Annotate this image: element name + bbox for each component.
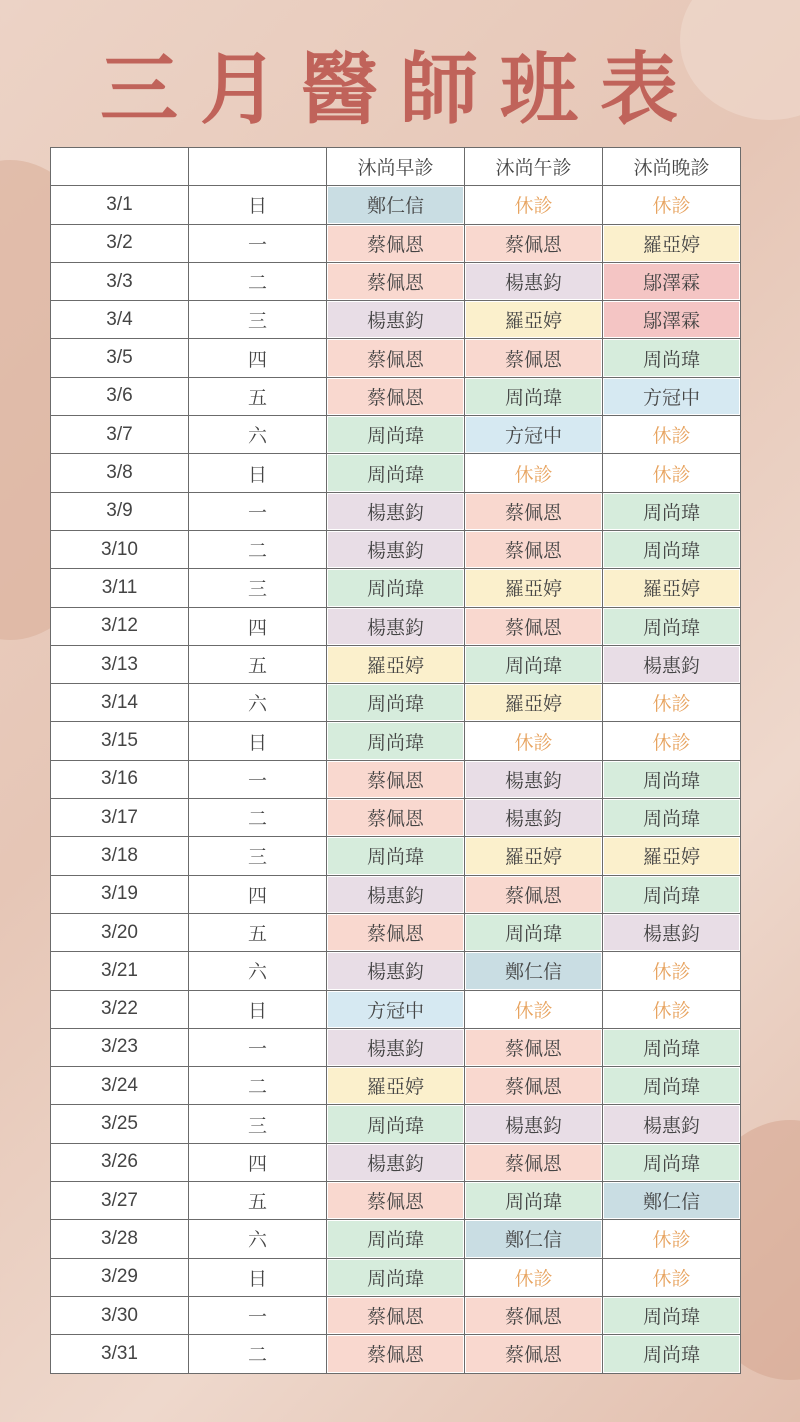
doctor-name: 休診 bbox=[652, 961, 691, 984]
date-cell: 3/31 bbox=[51, 1335, 189, 1373]
weekday-cell: 日 bbox=[189, 990, 327, 1028]
morning-shift-cell bbox=[327, 1028, 465, 1066]
doctor-name: 鄔澤霖 bbox=[642, 310, 700, 333]
evening-shift-cell bbox=[603, 875, 741, 913]
doctor-name: 蔡佩恩 bbox=[504, 1076, 562, 1099]
evening-shift-cell bbox=[603, 1220, 741, 1258]
table-row bbox=[51, 339, 741, 377]
date-cell: 3/9 bbox=[51, 492, 189, 530]
doctor-name: 周尚瑋 bbox=[642, 808, 700, 831]
date-cell: 3/15 bbox=[51, 722, 189, 760]
doctor-name: 楊惠鈞 bbox=[642, 923, 700, 946]
table-row bbox=[51, 990, 741, 1028]
doctor-name: 休診 bbox=[514, 731, 553, 754]
header-row bbox=[51, 148, 741, 186]
table-row bbox=[51, 530, 741, 568]
afternoon-shift-cell bbox=[465, 416, 603, 454]
doctor-name: 蔡佩恩 bbox=[504, 884, 562, 907]
doctor-name: 蔡佩恩 bbox=[366, 272, 424, 295]
date-cell: 3/21 bbox=[51, 952, 189, 990]
evening-shift-cell bbox=[603, 224, 741, 262]
date-cell: 3/12 bbox=[51, 607, 189, 645]
weekday-cell: 一 bbox=[189, 492, 327, 530]
doctor-name: 楊惠鈞 bbox=[642, 1114, 700, 1137]
doctor-name: 羅亞婷 bbox=[504, 310, 562, 333]
table-row bbox=[51, 1335, 741, 1373]
doctor-name: 休診 bbox=[514, 1267, 553, 1290]
evening-shift-cell bbox=[603, 1143, 741, 1181]
table-row bbox=[51, 224, 741, 262]
afternoon-shift-cell bbox=[465, 224, 603, 262]
doctor-name: 楊惠鈞 bbox=[504, 808, 562, 831]
weekday-cell: 四 bbox=[189, 339, 327, 377]
table-row bbox=[51, 913, 741, 951]
table-row bbox=[51, 301, 741, 339]
table-row bbox=[51, 875, 741, 913]
doctor-name: 周尚瑋 bbox=[504, 386, 562, 409]
doctor-name: 楊惠鈞 bbox=[366, 501, 424, 524]
afternoon-shift-cell bbox=[465, 684, 603, 722]
table-row bbox=[51, 492, 741, 530]
weekday-cell: 四 bbox=[189, 875, 327, 913]
morning-shift-cell bbox=[327, 799, 465, 837]
evening-shift-cell bbox=[603, 837, 741, 875]
doctor-name: 楊惠鈞 bbox=[504, 769, 562, 792]
table-row bbox=[51, 607, 741, 645]
page-title: 三月醫師班表 bbox=[99, 45, 700, 135]
date-cell: 3/25 bbox=[51, 1105, 189, 1143]
morning-shift-cell bbox=[327, 416, 465, 454]
morning-shift-cell bbox=[327, 454, 465, 492]
morning-shift-cell bbox=[327, 684, 465, 722]
doctor-name: 方冠中 bbox=[642, 386, 700, 409]
morning-shift-cell bbox=[327, 377, 465, 415]
doctor-name: 周尚瑋 bbox=[366, 731, 424, 754]
doctor-name: 蔡佩恩 bbox=[366, 1306, 424, 1329]
doctor-name: 休診 bbox=[514, 463, 553, 486]
weekday-cell: 二 bbox=[189, 1067, 327, 1105]
afternoon-shift-cell bbox=[465, 1220, 603, 1258]
table-row bbox=[51, 760, 741, 798]
evening-shift-cell bbox=[603, 1028, 741, 1066]
doctor-name: 周尚瑋 bbox=[504, 923, 562, 946]
morning-shift-cell bbox=[327, 1105, 465, 1143]
doctor-name: 周尚瑋 bbox=[642, 769, 700, 792]
weekday-cell: 三 bbox=[189, 301, 327, 339]
evening-shift-cell bbox=[603, 1335, 741, 1373]
morning-shift-cell bbox=[327, 990, 465, 1028]
doctor-name: 蔡佩恩 bbox=[504, 1344, 562, 1367]
header-morning: 沐尚早診 bbox=[327, 148, 465, 186]
afternoon-shift-cell bbox=[465, 339, 603, 377]
doctor-name: 鄭仁信 bbox=[366, 195, 424, 218]
date-cell: 3/28 bbox=[51, 1220, 189, 1258]
doctor-name: 蔡佩恩 bbox=[504, 501, 562, 524]
weekday-cell: 日 bbox=[189, 186, 327, 224]
afternoon-shift-cell bbox=[465, 875, 603, 913]
table-row bbox=[51, 799, 741, 837]
weekday-cell: 一 bbox=[189, 760, 327, 798]
table-row bbox=[51, 684, 741, 722]
doctor-name: 蔡佩恩 bbox=[366, 233, 424, 256]
doctor-name: 羅亞婷 bbox=[504, 846, 562, 869]
date-cell: 3/29 bbox=[51, 1258, 189, 1296]
doctor-name: 鄭仁信 bbox=[504, 961, 562, 984]
weekday-cell: 四 bbox=[189, 1143, 327, 1181]
weekday-cell: 五 bbox=[189, 1182, 327, 1220]
table-row bbox=[51, 416, 741, 454]
doctor-name: 周尚瑋 bbox=[366, 425, 424, 448]
table-row bbox=[51, 722, 741, 760]
date-cell: 3/8 bbox=[51, 454, 189, 492]
morning-shift-cell bbox=[327, 530, 465, 568]
afternoon-shift-cell bbox=[465, 760, 603, 798]
afternoon-shift-cell bbox=[465, 377, 603, 415]
evening-shift-cell bbox=[603, 952, 741, 990]
afternoon-shift-cell bbox=[465, 1105, 603, 1143]
weekday-cell: 三 bbox=[189, 837, 327, 875]
doctor-name: 休診 bbox=[652, 463, 691, 486]
evening-shift-cell bbox=[603, 799, 741, 837]
weekday-cell: 日 bbox=[189, 722, 327, 760]
afternoon-shift-cell bbox=[465, 1335, 603, 1373]
doctor-name: 周尚瑋 bbox=[642, 501, 700, 524]
doctor-name: 周尚瑋 bbox=[366, 463, 424, 486]
morning-shift-cell bbox=[327, 913, 465, 951]
date-cell: 3/6 bbox=[51, 377, 189, 415]
afternoon-shift-cell bbox=[465, 186, 603, 224]
morning-shift-cell bbox=[327, 607, 465, 645]
doctor-name: 蔡佩恩 bbox=[504, 1306, 562, 1329]
doctor-name: 蔡佩恩 bbox=[504, 1152, 562, 1175]
weekday-cell: 六 bbox=[189, 684, 327, 722]
date-cell: 3/26 bbox=[51, 1143, 189, 1181]
doctor-name: 鄔澤霖 bbox=[642, 272, 700, 295]
doctor-name: 周尚瑋 bbox=[366, 693, 424, 716]
table-row bbox=[51, 1258, 741, 1296]
doctor-name: 羅亞婷 bbox=[642, 846, 700, 869]
doctor-name: 蔡佩恩 bbox=[366, 386, 424, 409]
evening-shift-cell bbox=[603, 990, 741, 1028]
doctor-name: 蔡佩恩 bbox=[366, 348, 424, 371]
weekday-cell: 三 bbox=[189, 569, 327, 607]
doctor-name: 休診 bbox=[652, 1229, 691, 1252]
doctor-name: 蔡佩恩 bbox=[366, 923, 424, 946]
afternoon-shift-cell bbox=[465, 454, 603, 492]
doctor-name: 方冠中 bbox=[366, 999, 424, 1022]
weekday-cell: 二 bbox=[189, 530, 327, 568]
doctor-name: 楊惠鈞 bbox=[366, 961, 424, 984]
table-row bbox=[51, 377, 741, 415]
doctor-name: 休診 bbox=[652, 693, 691, 716]
doctor-name: 蔡佩恩 bbox=[366, 808, 424, 831]
doctor-name: 休診 bbox=[652, 425, 691, 448]
doctor-name: 周尚瑋 bbox=[366, 846, 424, 869]
date-cell: 3/30 bbox=[51, 1296, 189, 1334]
weekday-cell: 三 bbox=[189, 1105, 327, 1143]
afternoon-shift-cell bbox=[465, 1258, 603, 1296]
morning-shift-cell bbox=[327, 1296, 465, 1334]
evening-shift-cell bbox=[603, 607, 741, 645]
doctor-name: 蔡佩恩 bbox=[366, 1344, 424, 1367]
date-cell: 3/18 bbox=[51, 837, 189, 875]
table-row bbox=[51, 645, 741, 683]
date-cell: 3/5 bbox=[51, 339, 189, 377]
table-row bbox=[51, 186, 741, 224]
doctor-name: 鄭仁信 bbox=[642, 1191, 700, 1214]
doctor-name: 楊惠鈞 bbox=[366, 540, 424, 563]
morning-shift-cell bbox=[327, 645, 465, 683]
doctor-name: 周尚瑋 bbox=[642, 1344, 700, 1367]
date-cell: 3/17 bbox=[51, 799, 189, 837]
weekday-cell: 日 bbox=[189, 454, 327, 492]
header-afternoon: 沐尚午診 bbox=[465, 148, 603, 186]
weekday-cell: 六 bbox=[189, 952, 327, 990]
doctor-name: 蔡佩恩 bbox=[366, 769, 424, 792]
table-row bbox=[51, 1296, 741, 1334]
afternoon-shift-cell bbox=[465, 1182, 603, 1220]
table-row bbox=[51, 1182, 741, 1220]
date-cell: 3/13 bbox=[51, 645, 189, 683]
doctor-name: 鄭仁信 bbox=[504, 1229, 562, 1252]
date-cell: 3/11 bbox=[51, 569, 189, 607]
weekday-cell: 一 bbox=[189, 224, 327, 262]
evening-shift-cell bbox=[603, 913, 741, 951]
afternoon-shift-cell bbox=[465, 952, 603, 990]
weekday-cell: 六 bbox=[189, 1220, 327, 1258]
morning-shift-cell bbox=[327, 875, 465, 913]
afternoon-shift-cell bbox=[465, 645, 603, 683]
doctor-name: 楊惠鈞 bbox=[504, 1114, 562, 1137]
morning-shift-cell bbox=[327, 1182, 465, 1220]
afternoon-shift-cell bbox=[465, 607, 603, 645]
afternoon-shift-cell bbox=[465, 799, 603, 837]
afternoon-shift-cell bbox=[465, 990, 603, 1028]
evening-shift-cell bbox=[603, 1067, 741, 1105]
table-row bbox=[51, 1028, 741, 1066]
doctor-name: 羅亞婷 bbox=[366, 655, 424, 677]
evening-shift-cell bbox=[603, 1105, 741, 1143]
doctor-name: 休診 bbox=[514, 195, 553, 218]
doctor-name: 周尚瑋 bbox=[642, 1076, 700, 1099]
weekday-cell: 四 bbox=[189, 607, 327, 645]
doctor-name: 蔡佩恩 bbox=[504, 540, 562, 563]
weekday-cell: 五 bbox=[189, 645, 327, 683]
doctor-name: 周尚瑋 bbox=[366, 1114, 424, 1137]
header-date bbox=[51, 148, 189, 186]
evening-shift-cell bbox=[603, 262, 741, 300]
header-evening: 沐尚晚診 bbox=[603, 148, 741, 186]
afternoon-shift-cell bbox=[465, 1028, 603, 1066]
date-cell: 3/20 bbox=[51, 913, 189, 951]
date-cell: 3/7 bbox=[51, 416, 189, 454]
date-cell: 3/24 bbox=[51, 1067, 189, 1105]
date-cell: 3/19 bbox=[51, 875, 189, 913]
morning-shift-cell bbox=[327, 224, 465, 262]
weekday-cell: 五 bbox=[189, 377, 327, 415]
doctor-name: 周尚瑋 bbox=[366, 1267, 424, 1290]
doctor-name: 休診 bbox=[652, 195, 691, 218]
evening-shift-cell bbox=[603, 301, 741, 339]
afternoon-shift-cell bbox=[465, 530, 603, 568]
afternoon-shift-cell bbox=[465, 492, 603, 530]
date-cell: 3/3 bbox=[51, 262, 189, 300]
table-row bbox=[51, 1220, 741, 1258]
doctor-name: 周尚瑋 bbox=[642, 1037, 700, 1060]
morning-shift-cell bbox=[327, 722, 465, 760]
doctor-name: 周尚瑋 bbox=[642, 348, 700, 371]
table-row bbox=[51, 952, 741, 990]
afternoon-shift-cell bbox=[465, 837, 603, 875]
morning-shift-cell bbox=[327, 569, 465, 607]
doctor-name: 蔡佩恩 bbox=[504, 616, 562, 639]
morning-shift-cell bbox=[327, 1258, 465, 1296]
table-row bbox=[51, 262, 741, 300]
evening-shift-cell bbox=[603, 1258, 741, 1296]
table-row bbox=[51, 837, 741, 875]
date-cell: 3/14 bbox=[51, 684, 189, 722]
morning-shift-cell bbox=[327, 837, 465, 875]
doctor-name: 周尚瑋 bbox=[366, 1229, 424, 1252]
date-cell: 3/16 bbox=[51, 760, 189, 798]
afternoon-shift-cell bbox=[465, 1143, 603, 1181]
afternoon-shift-cell bbox=[465, 1067, 603, 1105]
header-day bbox=[189, 148, 327, 186]
date-cell: 3/2 bbox=[51, 224, 189, 262]
doctor-name: 楊惠鈞 bbox=[366, 884, 424, 907]
table-row bbox=[51, 1105, 741, 1143]
weekday-cell: 五 bbox=[189, 913, 327, 951]
doctor-name: 方冠中 bbox=[504, 425, 562, 448]
evening-shift-cell bbox=[603, 416, 741, 454]
evening-shift-cell bbox=[603, 684, 741, 722]
morning-shift-cell bbox=[327, 301, 465, 339]
doctor-name: 蔡佩恩 bbox=[504, 1037, 562, 1060]
doctor-name: 周尚瑋 bbox=[642, 1152, 700, 1175]
afternoon-shift-cell bbox=[465, 913, 603, 951]
doctor-name: 楊惠鈞 bbox=[366, 1152, 424, 1175]
doctor-name: 羅亞婷 bbox=[642, 233, 700, 256]
morning-shift-cell bbox=[327, 262, 465, 300]
morning-shift-cell bbox=[327, 1335, 465, 1373]
doctor-name: 羅亞婷 bbox=[642, 578, 700, 601]
doctor-name: 周尚瑋 bbox=[642, 540, 700, 563]
afternoon-shift-cell bbox=[465, 1296, 603, 1334]
morning-shift-cell bbox=[327, 186, 465, 224]
weekday-cell: 一 bbox=[189, 1296, 327, 1334]
evening-shift-cell bbox=[603, 1296, 741, 1334]
doctor-name: 周尚瑋 bbox=[504, 1191, 562, 1214]
doctor-name: 楊惠鈞 bbox=[366, 1037, 424, 1060]
morning-shift-cell bbox=[327, 492, 465, 530]
table-row bbox=[51, 1067, 741, 1105]
morning-shift-cell bbox=[327, 1143, 465, 1181]
evening-shift-cell bbox=[603, 760, 741, 798]
weekday-cell: 日 bbox=[189, 1258, 327, 1296]
doctor-name: 周尚瑋 bbox=[642, 616, 700, 639]
evening-shift-cell bbox=[603, 645, 741, 683]
table-row bbox=[51, 569, 741, 607]
evening-shift-cell bbox=[603, 722, 741, 760]
doctor-name: 蔡佩恩 bbox=[366, 1191, 424, 1214]
doctor-name: 楊惠鈞 bbox=[504, 272, 562, 295]
doctor-name: 周尚瑋 bbox=[366, 578, 424, 601]
doctor-name: 周尚瑋 bbox=[504, 655, 562, 677]
weekday-cell: 二 bbox=[189, 1335, 327, 1373]
date-cell: 3/4 bbox=[51, 301, 189, 339]
morning-shift-cell bbox=[327, 1067, 465, 1105]
doctor-name: 周尚瑋 bbox=[642, 1306, 700, 1329]
doctor-name: 周尚瑋 bbox=[642, 884, 700, 907]
doctor-name: 楊惠鈞 bbox=[366, 616, 424, 639]
evening-shift-cell bbox=[603, 186, 741, 224]
doctor-name: 羅亞婷 bbox=[366, 1076, 424, 1099]
afternoon-shift-cell bbox=[465, 262, 603, 300]
doctor-name: 休診 bbox=[652, 999, 691, 1022]
morning-shift-cell bbox=[327, 339, 465, 377]
doctor-name: 休診 bbox=[514, 999, 553, 1022]
evening-shift-cell bbox=[603, 339, 741, 377]
table-row bbox=[51, 1143, 741, 1181]
weekday-cell: 二 bbox=[189, 799, 327, 837]
evening-shift-cell bbox=[603, 569, 741, 607]
morning-shift-cell bbox=[327, 1220, 465, 1258]
morning-shift-cell bbox=[327, 760, 465, 798]
doctor-name: 楊惠鈞 bbox=[642, 655, 700, 677]
morning-shift-cell bbox=[327, 952, 465, 990]
evening-shift-cell bbox=[603, 377, 741, 415]
afternoon-shift-cell bbox=[465, 301, 603, 339]
doctor-name: 蔡佩恩 bbox=[504, 348, 562, 371]
doctor-name: 羅亞婷 bbox=[504, 693, 562, 716]
doctor-name: 蔡佩恩 bbox=[504, 233, 562, 256]
evening-shift-cell bbox=[603, 1182, 741, 1220]
date-cell: 3/22 bbox=[51, 990, 189, 1028]
evening-shift-cell bbox=[603, 492, 741, 530]
evening-shift-cell bbox=[603, 454, 741, 492]
doctor-name: 休診 bbox=[652, 1267, 691, 1290]
table-row bbox=[51, 454, 741, 492]
doctor-name: 羅亞婷 bbox=[504, 578, 562, 601]
doctor-name: 楊惠鈞 bbox=[366, 310, 424, 333]
date-cell: 3/1 bbox=[51, 186, 189, 224]
evening-shift-cell bbox=[603, 530, 741, 568]
date-cell: 3/27 bbox=[51, 1182, 189, 1220]
afternoon-shift-cell bbox=[465, 722, 603, 760]
schedule-table bbox=[50, 147, 741, 1374]
doctor-name: 休診 bbox=[652, 731, 691, 754]
afternoon-shift-cell bbox=[465, 569, 603, 607]
date-cell: 3/23 bbox=[51, 1028, 189, 1066]
weekday-cell: 一 bbox=[189, 1028, 327, 1066]
weekday-cell: 二 bbox=[189, 262, 327, 300]
weekday-cell: 六 bbox=[189, 416, 327, 454]
date-cell: 3/10 bbox=[51, 530, 189, 568]
